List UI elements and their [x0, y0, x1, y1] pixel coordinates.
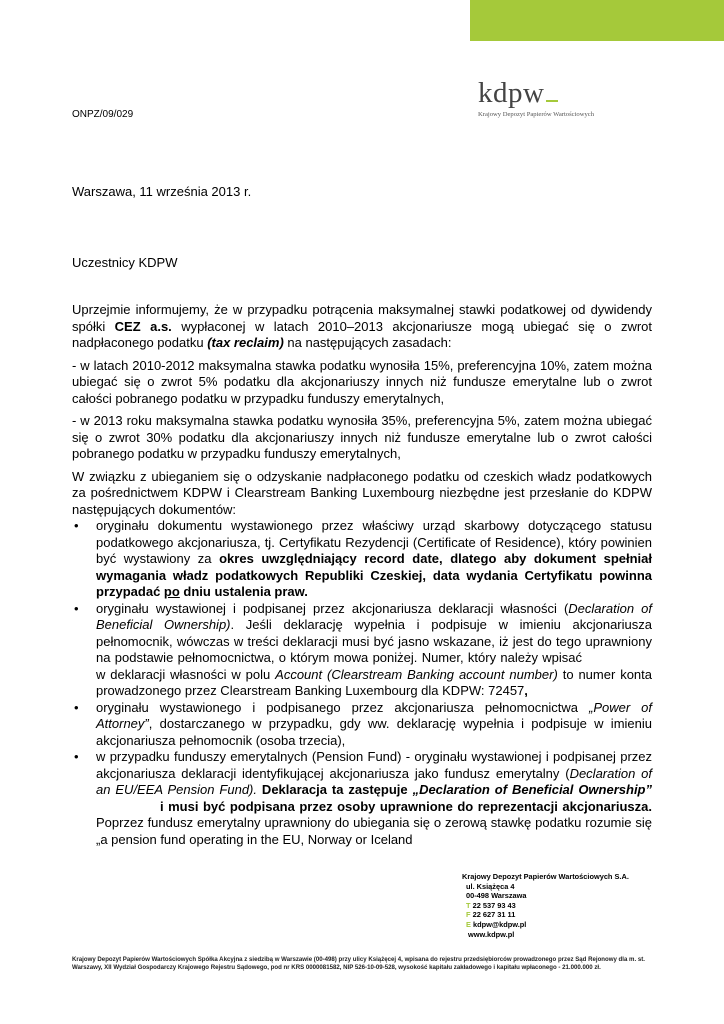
item-text-4: to numer konta prowadzonego przez Clearstream Banking Luxembourg dla KDPW: 72457 [96, 666, 653, 698]
logo-subtitle: Krajowy Depozyt Papierów Wartościowych [478, 111, 594, 118]
rule-2010-2012: - w latach 2010-2012 maksymalna stawka podatku wynosiła 15%, preferencyjna 10%, zatem można ubiegać się o zwrot 5% podatku dla akcjonariuszy innych niż fundusze emerytalne lub o zwrot całości pobranego podatku w przypadku funduszy emerytalnych, [72, 357, 652, 406]
header-accent-bar [470, 0, 724, 41]
list-item [72, 749, 652, 848]
bullet-icon: • [74, 600, 79, 616]
logo-wordmark: kdpw [478, 77, 545, 109]
item-italic-text: Declaration of Beneficial Ownership) [96, 600, 652, 632]
documents-list [72, 518, 652, 848]
reference-number: ONPZ/09/029 [72, 109, 134, 120]
intro-paragraph [72, 302, 652, 352]
fax-number: 22 627 31 11 [472, 910, 516, 920]
bullet-icon: • [74, 699, 79, 715]
letter-date: Warszawa, 11 września 2013 r. [72, 184, 252, 199]
email-address: kdpw@kdpw.pl [473, 919, 527, 929]
item-text-2: , dostarczanego w przypadku, gdy ww. deklarację wypełnia i podpisuje w imieniu akcjonariusza pełnomocnik (osoba trzecia), [96, 716, 652, 748]
logo-underscore-mark [546, 100, 558, 102]
list-item [72, 601, 652, 700]
item-text-2: . Jeśli deklarację wypełnia i podpisuje w imieniu akcjonariusza pełnomocnik, wówczas w treści deklaracji musi być jasno wskazane, iż jest do tego uprawniony na podstawie pełnomocnictwa, o którym mowa poniżej. Numer, który należy wpisać [96, 617, 652, 665]
item-italic-text-2: Account (Clearstream Banking account number) [275, 666, 558, 682]
phone-label: T [466, 900, 471, 910]
footer-website: www.kdpw.pl [468, 929, 515, 939]
item-text-3: w deklaracji własności w polu [96, 666, 276, 682]
footer-street: ul. Książęca 4 [466, 881, 515, 891]
item-text: oryginału wystawionej i podpisanej przez akcjonariusza deklaracji własności ( [96, 600, 569, 616]
tax-reclaim-term: (tax reclaim) [207, 335, 284, 350]
item-text-2: Poprzez fundusz emerytalny uprawniony do ubiegania się o zerową stawkę podatku rozumie się „a pension fund operating in the EU, Norway or Iceland [96, 815, 652, 847]
footer-address [462, 872, 629, 939]
legal-notice: Krajowy Depozyt Papierów Wartościowych Spółka Akcyjna z siedzibą w Warszawie (00-498) przy ulicy Książęcej 4, wpisana do rejestru przedsiębiorców prowadzonego przez Sąd Rejonowy dla m. st. Warszawy, XII Wydział Gospodarczy Krajowego Rejestru Sądowego, pod nr KRS 0000081582, NIP 526-10-09-528, wysokość kapitału zakładowego i kapitału wpłaconego - 21.000.000 zł. [72, 956, 645, 972]
intro-text-2: wypłaconej w latach 2010–2013 akcjonariusze mogą ubiegać się o zwrot nadpłaconego podatku [72, 318, 653, 350]
footer-postal: 00-498 Warszawa [466, 891, 527, 901]
footer-company: Krajowy Depozyt Papierów Wartościowych S.A. [462, 872, 629, 881]
letter-body [72, 302, 652, 848]
item-italic-text: „Power of Attorney” [96, 699, 652, 731]
footer-fax [462, 910, 629, 920]
item-bold-italic-text: „Declaration of Beneficial Ownership” [412, 782, 652, 797]
email-label: E [466, 919, 471, 929]
bullet-icon: • [74, 749, 79, 764]
item-text: oryginału dokumentu wystawionego przez właściwy urząd skarbowy dotyczącego statusu podatkowego akcjonariusza, tj. Certyfikatu Rezydencji (Certificate of Residence), który powinien być wystawiony za [96, 518, 652, 566]
item-bold-comma: , [524, 683, 528, 698]
item-text: w przypadku funduszy emerytalnych (Pension Fund) - oryginału wystawionej i podpisanej przez akcjonariusza deklaracji identyfikującej akcjonariusza jako fundusz emerytalny ( [96, 749, 652, 781]
letter-recipient: Uczestnicy KDPW [72, 255, 178, 270]
item-underlined-text: po [163, 584, 180, 599]
intro-text: Uprzejmie informujemy, że w przypadku potrącenia maksymalnej stawki podatkowej od dywidendy spółki [72, 302, 652, 334]
company-name: CEZ a.s. [114, 318, 172, 334]
item-italic-text: Declaration of an EU/EEA Pension Fund). [96, 765, 652, 797]
item-bold-text-2: i musi być podpisana przez osoby uprawnione do reprezentacji akcjonariusza. [160, 798, 652, 814]
item-bold-text-2: dniu ustalenia praw. [179, 584, 308, 599]
intro-text-3: na następujących zasadach: [283, 335, 452, 350]
documents-intro: W związku z ubieganiem się o odzyskanie nadpłaconego podatku od czeskich władz podatkowych za pośrednictwem KDPW i Clearstream Banking Luxembourg niezbędne jest przesłanie do KDPW następujących dokumentów: [72, 468, 652, 517]
kdpw-logo [478, 78, 594, 118]
fax-label: F [466, 910, 471, 920]
list-item [72, 700, 652, 750]
phone-number: 22 537 93 43 [472, 900, 516, 910]
item-bold-text: okres uwzględniający record date, dlatego aby dokument spełniał wymagania władz podatkowych Republiki Czeskiej, data wydania Certyfikatu powinna przypadać [96, 551, 653, 599]
item-bold-text: Deklaracja ta zastępuje [257, 782, 413, 797]
item-text: oryginału wystawionego i podpisanego przez akcjonariusza pełnomocnictwa [96, 699, 590, 715]
footer-phone [462, 901, 629, 911]
rule-2013: - w 2013 roku maksymalna stawka podatku wynosiła 35%, preferencyjna 5%, zatem można ubiegać się o zwrot 30% podatku dla akcjonariuszy innych niż fundusze emerytalne lub o zwrot całości pobranego podatku w przypadku funduszy emerytalnych, [72, 413, 652, 461]
bullet-icon: • [74, 518, 79, 533]
list-item [72, 518, 652, 601]
footer-email [462, 920, 629, 930]
